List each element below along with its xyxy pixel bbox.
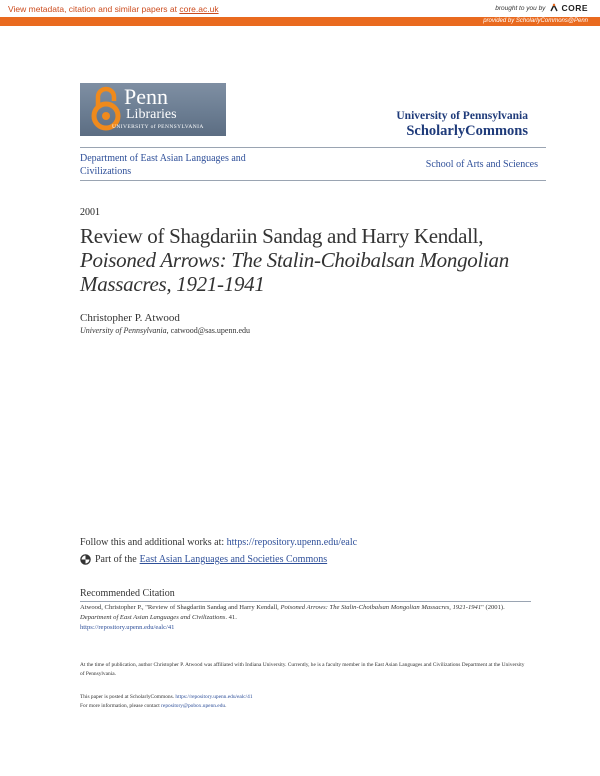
contact-email-link[interactable]: repository@pobox.upenn.edu <box>161 703 226 709</box>
part-of-label: Part of the <box>95 554 137 565</box>
core-logo-icon <box>549 3 559 13</box>
core-link-prefix: View metadata, citation and similar papers at <box>8 4 180 14</box>
university-name: University of Pennsylvania <box>396 110 528 122</box>
follow-url-link[interactable]: https://repository.upenn.edu/ealc <box>226 537 358 548</box>
follow-works <box>80 537 357 548</box>
citation-url-link[interactable]: https://repository.upenn.edu/ealc/41 <box>80 624 175 631</box>
citation-dept-italic: Department of East Asian Languages and Civilizations <box>80 614 226 621</box>
core-brought-by <box>495 3 588 13</box>
posted-info <box>80 693 530 711</box>
department-link[interactable]: Department of East Asian Languages and Civilizations <box>80 153 246 177</box>
citation-title-italic: Poisoned Arrows: The Stalin-Choibalsan Mongolian Massacres, 1921-1941 <box>280 604 482 611</box>
core-logo-text: CORE <box>561 3 588 13</box>
citation-part1: Atwood, Christopher P., "Review of Shagdariin Sandag and Harry Kendall, <box>80 604 281 611</box>
citation-part2: " (2001). <box>481 604 505 611</box>
contact-end: . <box>225 703 227 709</box>
affiliation-note: At the time of publication, author Christopher P. Atwood was affiliated with Indiana University. Currently, he is a faculty member in the East Asian Languages and Civilizations Department at the University of Pennsylvania. <box>80 662 525 677</box>
paper-title <box>80 224 550 296</box>
logo-penn-text: Penn <box>124 84 168 109</box>
publication-year: 2001 <box>80 207 100 218</box>
author-name: Christopher P. Atwood <box>80 312 180 324</box>
citation-text <box>80 603 520 633</box>
affiliation-text: University of Pennsylvania <box>80 326 167 335</box>
citation-part3: . 41. <box>225 614 237 621</box>
network-icon <box>80 554 91 565</box>
part-of <box>80 554 327 565</box>
core-metadata-link[interactable] <box>8 4 219 14</box>
repository-header[interactable] <box>396 110 528 140</box>
core-provided-bar <box>0 17 600 26</box>
brought-by-text: brought to you by <box>495 4 546 12</box>
recommended-citation-heading: Recommended Citation <box>80 588 175 599</box>
author-affiliation <box>80 326 250 335</box>
department-box <box>80 147 546 181</box>
logo-libraries-text: Libraries <box>126 107 177 122</box>
posted-label: This paper is posted at ScholarlyCommons. <box>80 694 176 700</box>
core-link-domain[interactable]: core.ac.uk <box>179 4 219 14</box>
contact-label: For more information, please contact <box>80 703 162 709</box>
citation-divider <box>80 601 531 602</box>
provided-by-text: provided by ScholarlyCommons@Penn <box>483 18 588 24</box>
title-plain: Review of Shagdariin Sandag and Harry Kendall, <box>80 224 484 248</box>
repository-name: ScholarlyCommons <box>406 123 528 139</box>
title-italic: Poisoned Arrows: The Stalin-Choibalsan Mongolian Massacres, 1921-1941 <box>80 248 509 296</box>
collection-link[interactable]: East Asian Languages and Societies Commons <box>139 554 328 565</box>
penn-libraries-logo[interactable] <box>80 83 226 136</box>
author-email: , catwood@sas.upenn.edu <box>166 326 251 335</box>
follow-label: Follow this and additional works at: <box>80 537 227 548</box>
core-banner <box>0 0 600 26</box>
posted-url-link[interactable]: https://repository.upenn.edu/ealc/41 <box>175 694 253 700</box>
logo-university-text: UNIVERSITY of PENNSYLVANIA <box>112 124 204 130</box>
school-link[interactable]: School of Arts and Sciences <box>425 159 538 170</box>
